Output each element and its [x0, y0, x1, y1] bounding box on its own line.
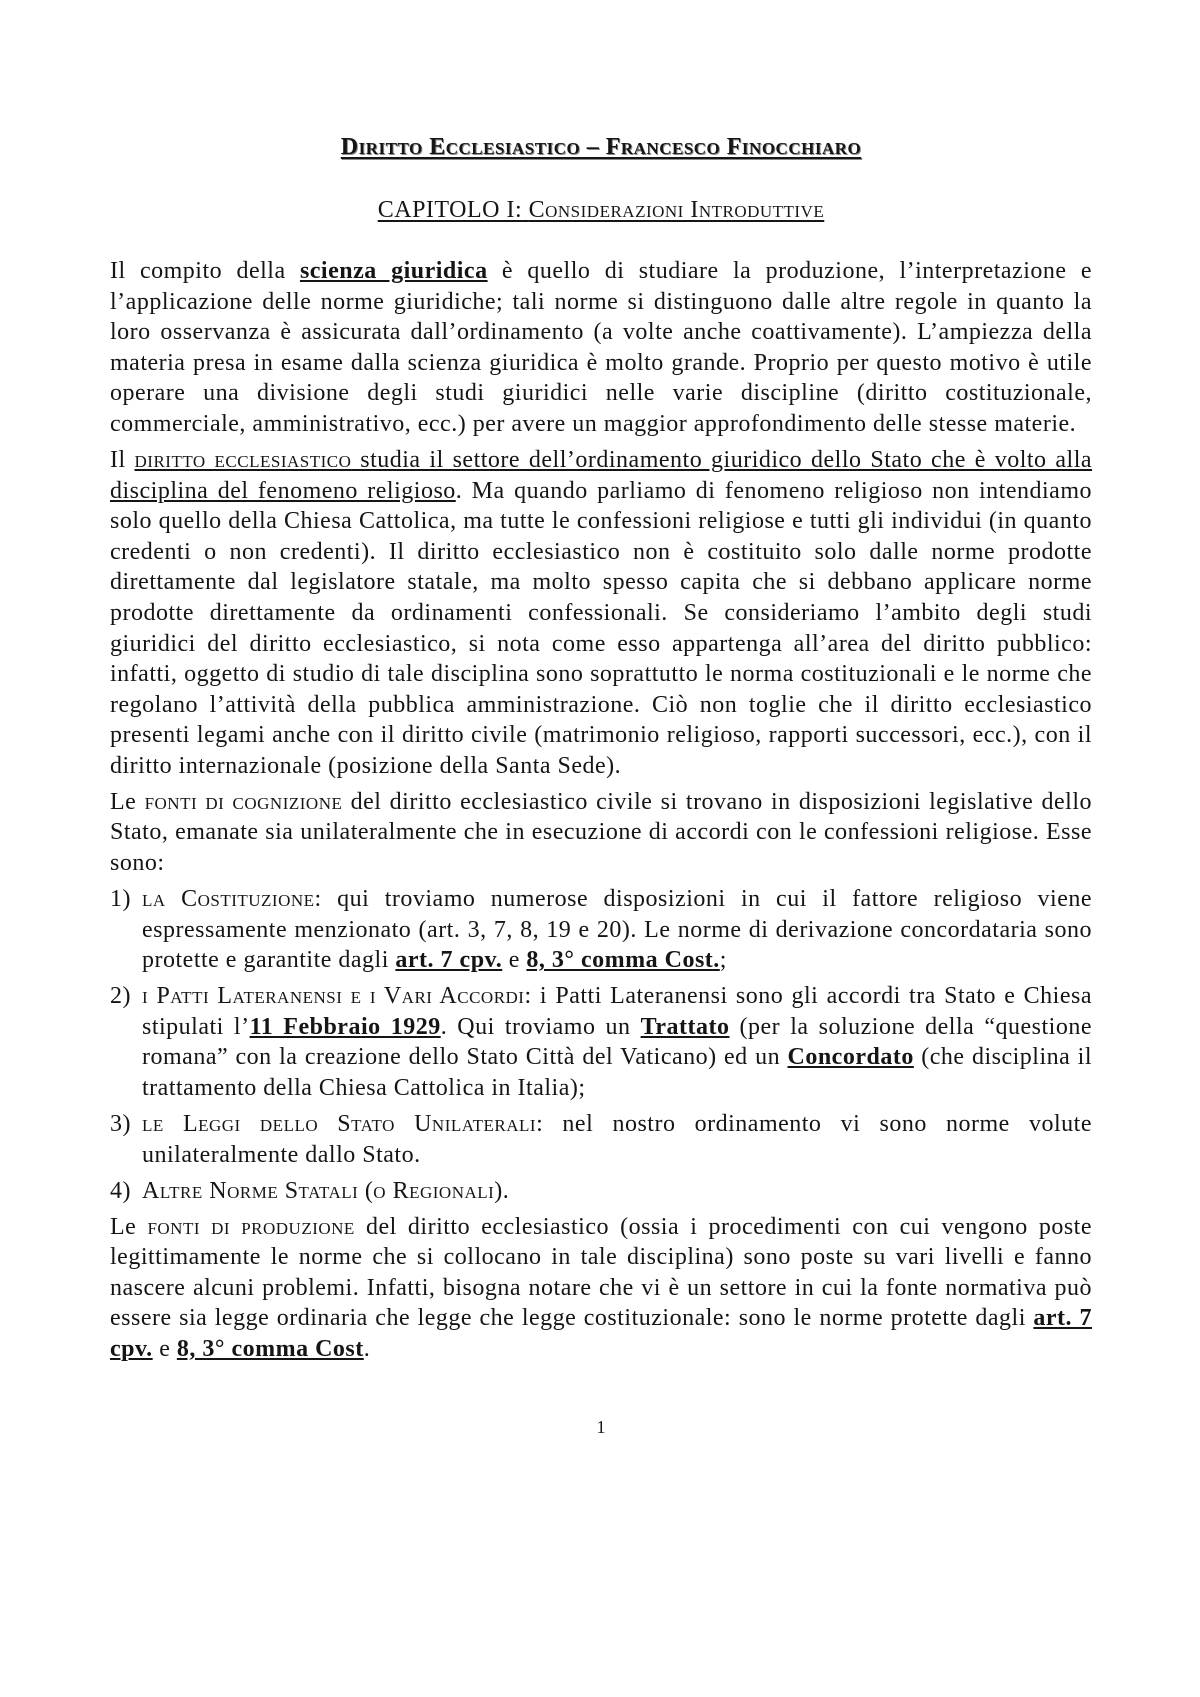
- list-item-text: [142, 981, 1092, 1103]
- legal-reference: art. 7 cpv.: [395, 947, 503, 974]
- key-term-concordato: Concordato: [787, 1044, 914, 1071]
- text-run: Le: [110, 788, 145, 815]
- text-run: .: [363, 1335, 371, 1362]
- chapter-heading: [110, 195, 1092, 225]
- text-run: . Qui troviamo un: [440, 1013, 641, 1040]
- text-run: : nel nostro ordinamento vi sono norme volute unilateralmente dallo Stato.: [142, 1110, 1092, 1168]
- list-number: 2): [110, 983, 131, 1010]
- text-run: . Ma quando parliamo di fenomeno religioso non intendiamo solo quello della Chiesa Cattolica, ma tutte le confessioni religiose e tutti gli individui (in quanto credenti o non credenti). Il diritto ecclesiastico non è costituito solo dalle norme prodotte direttamente dal legislatore statale, ma molto spesso capita che si debbano applicare norme prodotte direttamente da ordinamenti confessionali. Se consideriamo l’ambito degli studi giuridici del diritto ecclesiastico, si nota come esso appartenga all’area del diritto pubblico: infatti, oggetto di studio di tale disciplina sono soprattutto le norma costituzionali e le norme che regolano l’attività della pubblica amministrazione. Ciò non toglie che il diritto ecclesiastico presenti legami anche con il diritto civile (matrimonio religioso, rapporti successori, ecc.), con il diritto internazionale (posizione della Santa Sede).: [110, 477, 1092, 779]
- list-number: 3): [110, 1110, 131, 1137]
- list-item-patti-lateranensi: [110, 981, 1092, 1103]
- text-run: .: [502, 1177, 510, 1204]
- chapter-label: CAPITOLO I:: [377, 197, 523, 223]
- text-run: Il: [110, 446, 135, 473]
- text-run: Il compito della: [110, 258, 300, 284]
- chapter-title: Considerazioni Introduttive: [528, 197, 825, 223]
- text-run: : i Patti Lateranensi sono gli accordi tra Stato e Chiesa stipulati l’: [142, 983, 1092, 1040]
- list-item-text: [142, 884, 1092, 976]
- list-number: 1): [110, 886, 131, 913]
- text-run: : qui troviamo numerose disposizioni in cui il fattore religioso viene espressamente menzionato (art. 3, 7, 8, 19 e 20). Le norme di derivazione concordataria sono protette e garantite dagli: [142, 886, 1093, 974]
- legal-reference: 8, 3° comma Cost.: [526, 947, 720, 974]
- sources-list: [110, 884, 1092, 1206]
- paragraph-diritto-ecclesiastico: [110, 445, 1092, 782]
- legal-reference: art. 7 cpv.: [110, 1305, 1092, 1362]
- key-term-trattato: Trattato: [640, 1013, 730, 1040]
- key-date: 11 Febbraio 1929: [249, 1013, 441, 1040]
- list-item-text: [142, 1176, 1092, 1207]
- paragraph-fonti-di-cognizione: [110, 787, 1092, 879]
- legal-reference: 8, 3° comma Cost: [176, 1335, 364, 1362]
- text-run: (che disciplina il trattamento della Chiesa Cattolica in Italia);: [142, 1044, 1093, 1101]
- text-run: ;: [719, 947, 727, 974]
- text-run: e: [152, 1335, 177, 1362]
- page-number: 1: [596, 1416, 606, 1437]
- key-term-fonti-di-produzione: fonti di produzione: [147, 1213, 355, 1240]
- key-term-costituzione: la Costituzione: [142, 886, 315, 913]
- paragraph-scienza-giuridica: [110, 256, 1092, 440]
- document-body: [110, 256, 1092, 1365]
- paragraph-fonti-di-produzione: [110, 1212, 1092, 1365]
- list-item-leggi-unilaterali: [110, 1109, 1092, 1170]
- key-term-fonti-di-cognizione: fonti di cognizione: [144, 788, 343, 815]
- text-run: del diritto ecclesiastico (ossia i procedimenti con cui vengono poste legittimamente le norme che si collocano in tale disciplina) sono poste su vari livelli e fanno nascere alcuni problemi. Infatti, bisogna notare che vi è un settore in cui la fonte normativa può essere sia legge ordinaria che legge che legge costituzionale: sono le norme protette dagli: [110, 1213, 1092, 1332]
- key-term-leggi-unilaterali: le Leggi dello Stato Unilaterali: [142, 1110, 537, 1137]
- key-term-altre-norme: Altre Norme Statali (o Regionali): [142, 1177, 503, 1204]
- text-run: del diritto ecclesiastico civile si trovano in disposizioni legislative dello Stato, emanate sia unilateralmente che in esecuzione di accordi con le confessioni religiose. Esse sono:: [110, 788, 1092, 877]
- document-title: Diritto Ecclesiastico – Francesco Finocchiaro: [340, 134, 862, 160]
- text-run: (per la soluzione della “questione romana” con la creazione dello Stato Città del Vaticano) ed un: [142, 1013, 1092, 1071]
- list-number: 4): [110, 1177, 131, 1204]
- key-term-diritto-ecclesiastico: diritto ecclesiastico: [134, 446, 352, 473]
- text-run: e: [502, 947, 527, 974]
- list-item-altre-norme: [110, 1176, 1092, 1207]
- text-run: Le: [110, 1213, 148, 1240]
- list-item-costituzione: [110, 884, 1092, 976]
- text-run: è quello di studiare la produzione, l’interpretazione e l’applicazione delle norme giuridiche; tali norme si distinguono dalle altre regole in quanto la loro osservanza è assicurata dall’ordinamento (a volte anche coattivamente). L’ampiezza della materia presa in esame dalla scienza giuridica è molto grande. Proprio per questo motivo è utile operare una divisione degli studi giuridici nelle varie discipline (diritto costituzionale, commerciale, amministrativo, ecc.) per avere un maggior approfondimento delle stesse materie.: [110, 258, 1092, 437]
- key-term-patti-lateranensi: i Patti Lateranensi e i Vari Accordi: [142, 983, 525, 1010]
- key-term-scienza-giuridica: scienza giuridica: [299, 258, 488, 284]
- underlined-definition: studia il settore dell’ordinamento giuridico dello Stato che è volto alla disciplina del fenomeno religioso: [110, 446, 1093, 504]
- list-item-text: [142, 1109, 1092, 1170]
